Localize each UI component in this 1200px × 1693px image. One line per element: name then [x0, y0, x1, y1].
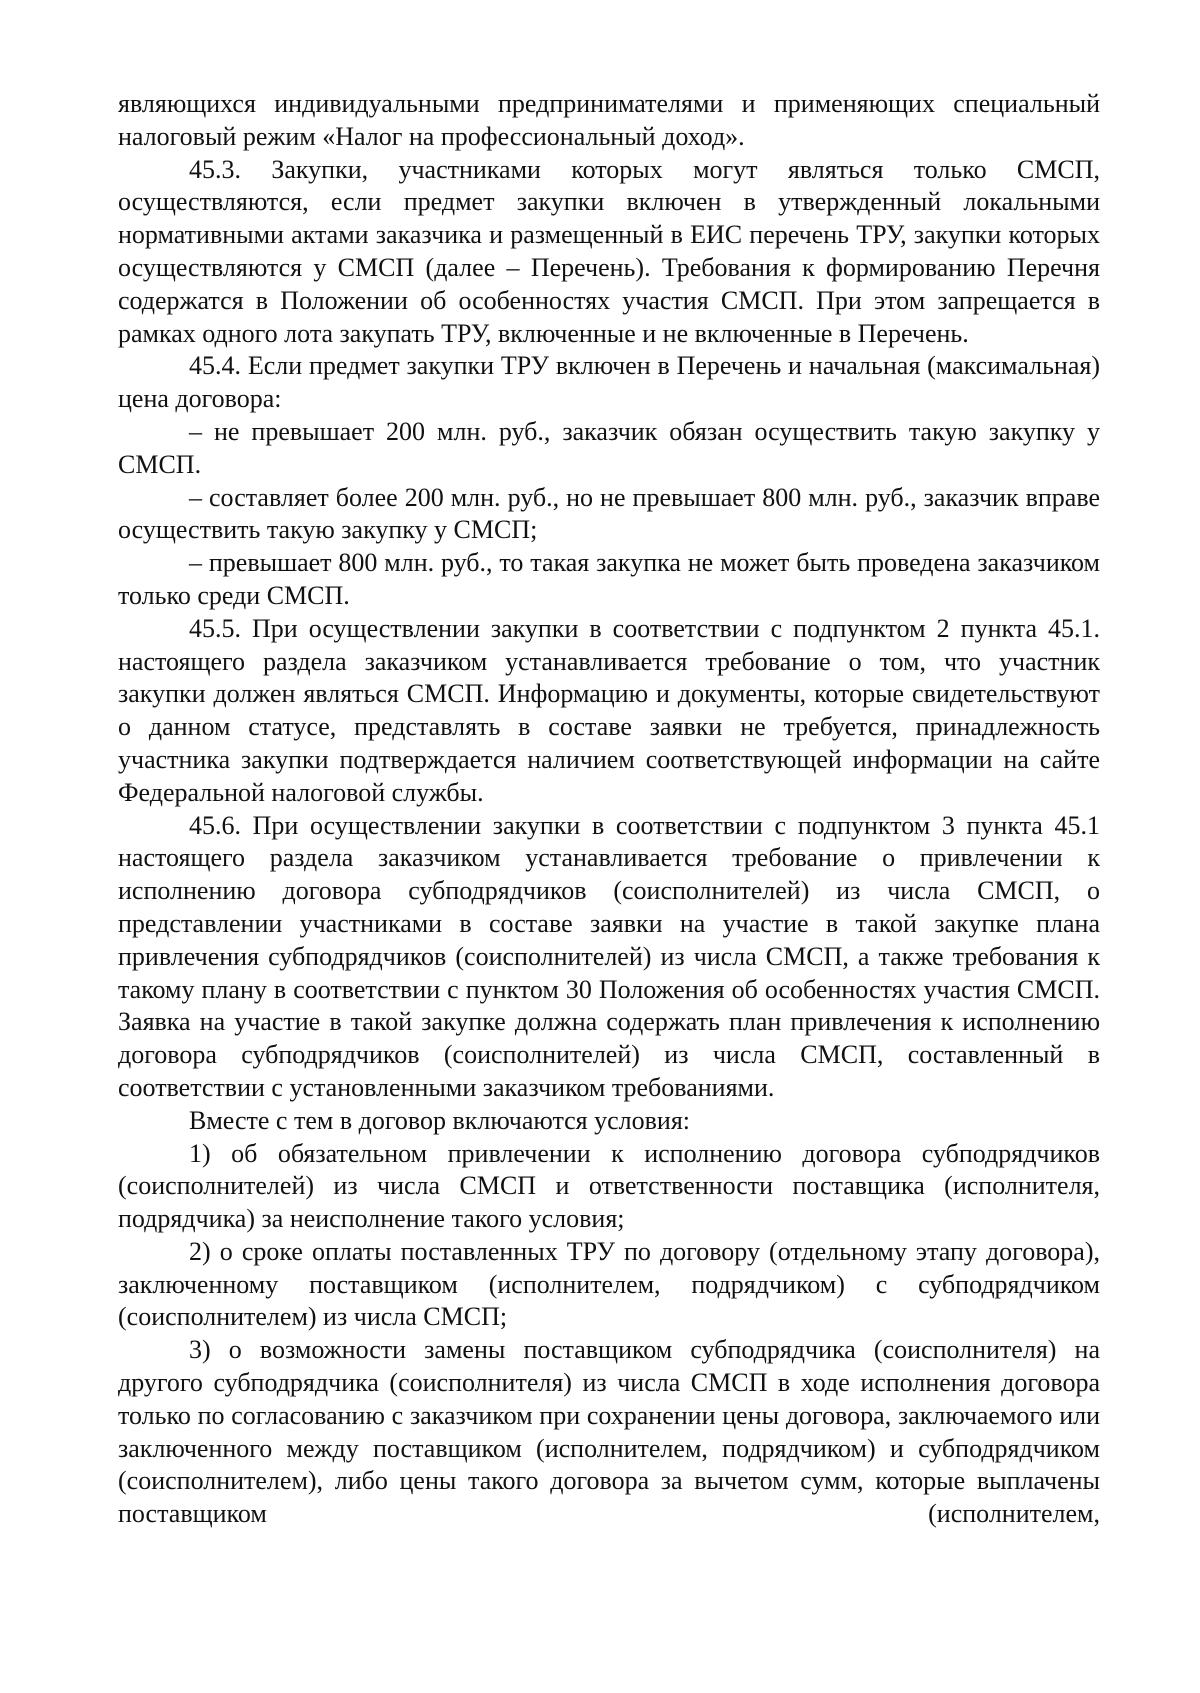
paragraph: являющихся индивидуальными предпринимателями и применяющих специальный налоговый режим «Налог на профессиональный доход». [118, 89, 1100, 151]
paragraph-45-4: 45.4. Если предмет закупки ТРУ включен в Перечень и начальная (максимальная) цена договора: [118, 351, 1100, 414]
list-item-dash: – превышает 800 млн. руб., то такая закупка не может быть проведена заказчиком только среди СМСП. [118, 548, 1100, 610]
list-item-numbered: 3) о возможности замены поставщиком субподрядчика (соисполнителя) на другого субподрядчика (соисполнителя) из числа СМСП в ходе исполнения договора только по согласованию с заказчиком при сохранении цены договора, заключаемого или заключенного между поставщиком (исполнителем, подрядчиком) и субподрядчиком (соисполнителем), либо цены такого договора за вычетом сумм, которые выплачены поставщиком (исполнителем, [118, 1335, 1100, 1529]
list-item-dash: – составляет более 200 млн. руб., но не превышает 800 млн. руб., заказчик вправе осуществить такую закупку у СМСП; [118, 482, 1100, 545]
list-item-numbered: 1) об обязательном привлечении к исполнению договора субподрядчиков (соисполнителей) из числа СМСП и ответственности поставщика (исполнителя, подрядчика) за неисполнение такого условия; [118, 1138, 1100, 1234]
paragraph-45-6: 45.6. При осуществлении закупки в соответствии с подпунктом 3 пункта 45.1 настоящего раздела заказчиком устанавливается требование о привлечении к исполнению договора субподрядчиков (соисполнителей) из числа СМСП, о представлении участниками в составе заявки на участие в такой закупке плана привлечения субподрядчиков (соисполнителей) из числа СМСП, а также требования к такому плану в соответствии с пунктом 30 Положения об особенностях участия СМСП. Заявка на участие в такой закупке должна содержать план привлечения к исполнению договора субподрядчиков (соисполнителей) из числа СМСП, составленный в соответствии с установленными заказчиком требованиями. [118, 810, 1100, 1102]
paragraph-conditions-intro: Вместе с тем в договор включаются условия: [189, 1105, 691, 1135]
paragraph-45-5: 45.5. При осуществлении закупки в соответствии с подпунктом 2 пункта 45.1. настоящего раздела заказчиком устанавливается требование о том, что участник закупки должен являться СМСП. Информацию и документы, которые свидетельствуют о данном статусе, представлять в составе заявки не требуется, принадлежность участника закупки подтверждается наличием соответствующей информации на сайте Федеральной налоговой службы. [118, 613, 1100, 807]
list-item-dash: – не превышает 200 млн. руб., заказчик обязан осуществить такую закупку у СМСП. [118, 416, 1100, 479]
list-item-numbered: 2) о сроке оплаты поставленных ТРУ по договору (отдельному этапу договора), заключенному поставщиком (исполнителем, подрядчиком) с субподрядчиком (соисполнителем) из числа СМСП; [118, 1236, 1100, 1332]
paragraph-45-3: 45.3. Закупки, участниками которых могут являться только СМСП, осуществляются, если предмет закупки включен в утвержденный локальными нормативными актами заказчика и размещенный в ЕИС перечень ТРУ, закупки которых осуществляются у СМСП (далее – Перечень). Требования к формированию Перечня содержатся в Положении об особенностях участия СМСП. При этом запрещается в рамках одного лота закупать ТРУ, включенные и не включенные в Перечень. [118, 154, 1100, 348]
